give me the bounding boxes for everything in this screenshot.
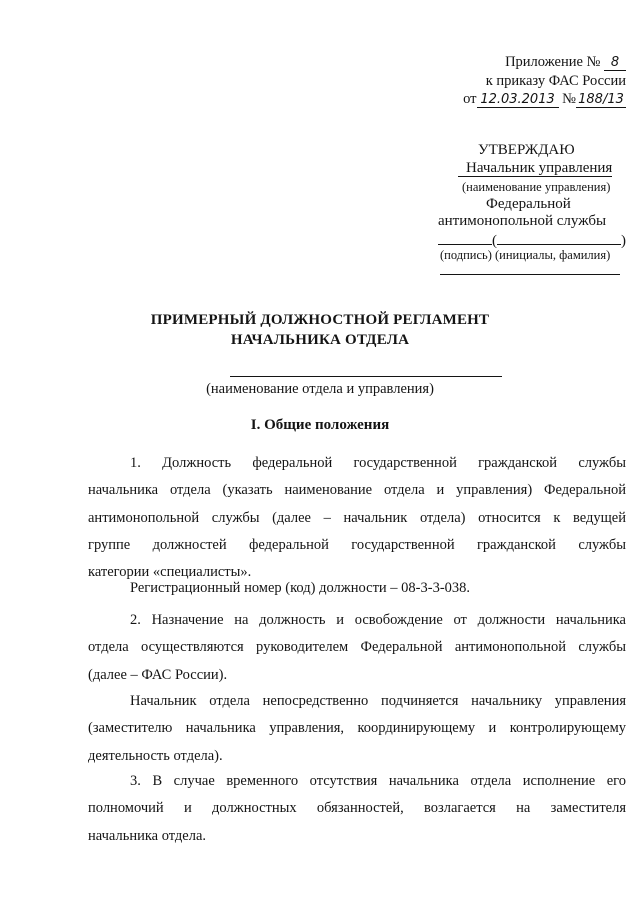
paragraph-1-line: категории «специалисты». [88,564,252,581]
paragraph-4-line: начальника отдела. [88,827,207,844]
paragraph-1-line: антимонопольной службы (далее – начальник отдела) относится к ведущей [88,509,626,526]
registration-number: Регистрационный номер (код) должности – 08-3-3-038. [130,580,471,596]
paragraph-1 [88,450,626,586]
paragraph-2-line: отдела осуществляются руководителем Федеральной антимонопольной службы [88,639,626,656]
paragraph-3-line: Начальник отдела непосредственно подчиняется начальнику управления [130,693,626,709]
annex-number: 8 [604,56,626,71]
approve-heading: УТВЕРЖДАЮ [478,142,575,158]
annex-label: Приложение № [505,54,601,70]
paragraph-1-line: начальника отдела (указать наименование отдела и управления) Федеральной [88,482,626,499]
signature-blank [438,229,492,245]
annex-order-number: 188/13 [576,93,626,108]
annex-date-prefix: от [463,91,477,107]
annex-date: 12.03.2013 [477,93,559,108]
annex-order-prefix: № [562,91,576,107]
approve-position-hint: (наименование управления) [462,180,611,194]
approve-org-line-1: Федеральной [486,196,571,212]
paragraph-4 [88,768,626,850]
sign-close-paren: ) [621,233,626,249]
paragraph-3 [88,688,626,770]
paragraph-3-line: деятельность отдела). [88,747,223,764]
paragraph-2 [88,607,626,689]
document-title-line-2: НАЧАЛЬНИКА ОТДЕЛА [230,332,410,348]
approve-date-line [440,274,620,275]
name-blank [497,229,621,245]
document-title-line-1: ПРИМЕРНЫЙ ДОЛЖНОСТНОЙ РЕГЛАМЕНТ [150,312,490,328]
paragraph-1-line: группе должностей федеральной государственной гражданской службы [88,536,626,553]
sign-open-paren: ( [492,233,497,249]
paragraph-1-line: 1. Должность федеральной государственной гражданской службы [130,455,626,471]
paragraph-2-line: (далее – ФАС России). [88,666,228,683]
approve-signature-line [438,229,626,250]
annex-line-1 [505,54,626,71]
approve-org-line-2: антимонопольной службы [438,213,607,229]
approve-sign-hint: (подпись) (инициалы, фамилия) [440,248,611,262]
annex-line-3 [463,91,626,108]
approve-position-text: Начальник управления [458,160,612,177]
approve-position [458,160,612,177]
paragraph-3-line: (заместителю начальника управления, координирующему и контролирующему [88,720,626,737]
paragraph-4-line: 3. В случае временного отсутствия начальника отдела исполнение его [130,773,626,789]
dept-name-hint: (наименование отдела и управления) [206,381,434,397]
section-heading: I. Общие положения [250,417,390,433]
annex-line-2: к приказу ФАС России [485,73,626,89]
paragraph-4-line: полномочий и должностных обязанностей, возлагается на заместителя [88,800,626,817]
dept-name-line [230,376,502,377]
paragraph-2-line: 2. Назначение на должность и освобождение от должности начальника [130,612,626,628]
